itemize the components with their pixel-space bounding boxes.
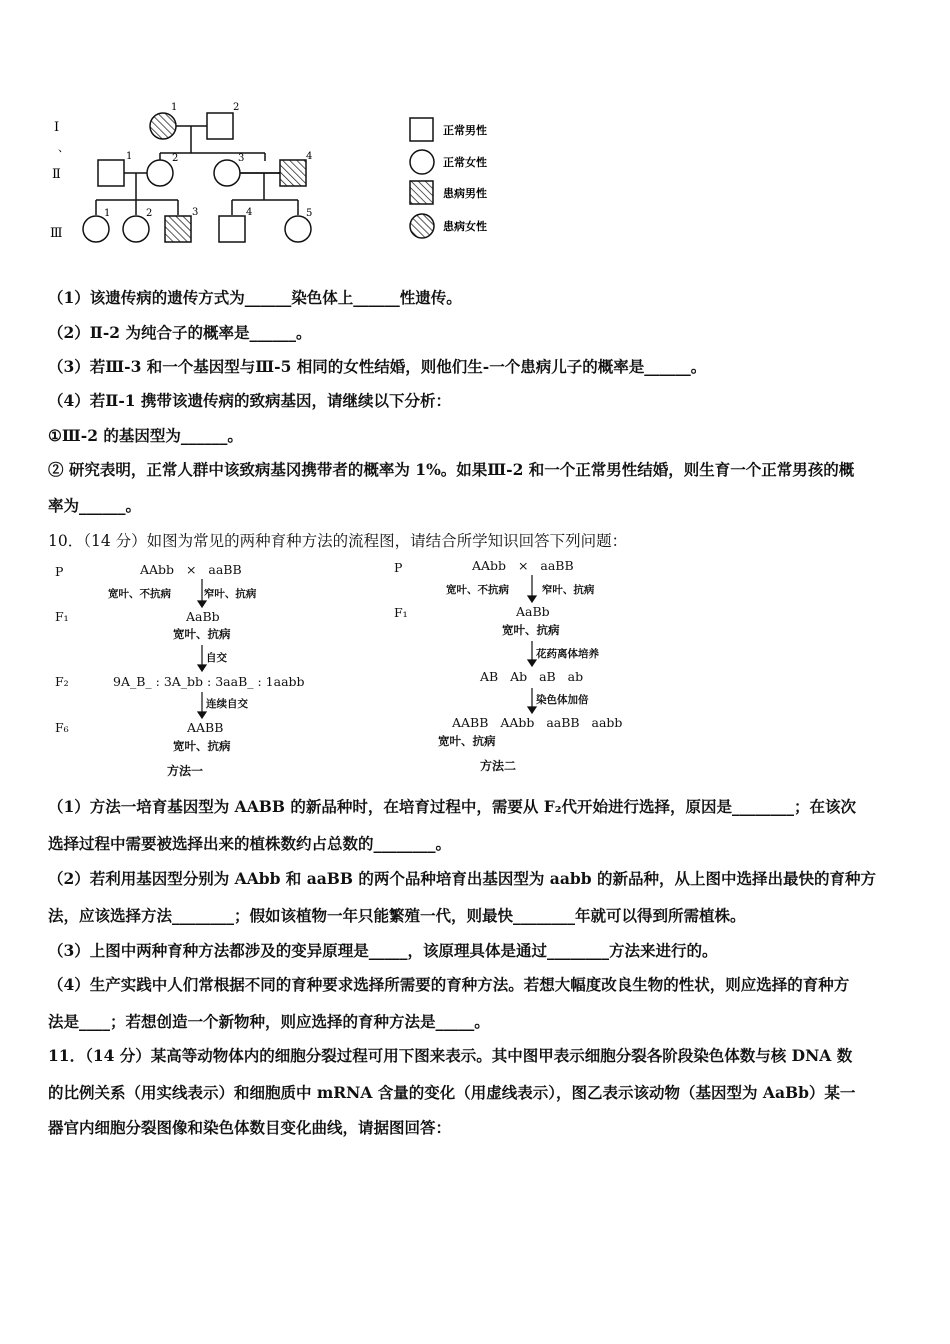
- num-II-1: 1: [126, 151, 133, 162]
- q9-item-4-2-line2: 率为______。: [48, 496, 142, 515]
- gen-stray-mark: 、: [58, 141, 69, 154]
- pedigree-II-3-normal-female: [214, 160, 240, 186]
- pedigree-II-2-normal-female: [147, 160, 173, 186]
- num-I-2: 2: [233, 102, 240, 113]
- m2-f1-phenotype: 宽叶、抗病: [502, 623, 560, 637]
- m1-gen-F1: F₁: [55, 609, 69, 624]
- legend-normal-male: 正常男性: [443, 124, 487, 137]
- num-II-4: 4: [306, 151, 313, 162]
- m2-parent-cross: AAbb × aaBB: [472, 558, 574, 573]
- num-III-2: 2: [146, 208, 153, 219]
- m1-step-selfing: 自交: [206, 652, 227, 664]
- m2-arrows: [390, 553, 650, 783]
- gen-label-II: Ⅱ: [52, 167, 61, 182]
- m2-gametes: AB Ab aB ab: [480, 669, 584, 684]
- q9-item-4: （4）若Ⅱ-1 携带该遗传病的致病基因，请继续以下分析：: [48, 391, 451, 410]
- pedigree-legend: [405, 112, 515, 242]
- q9-item-3: （3）若Ⅲ-3 和一个基因型与Ⅲ-5 相同的女性结婚，则他们生-一个患病儿子的概率是______。: [48, 357, 707, 376]
- pedigree-III-3-affected-male: [165, 216, 191, 242]
- m2-step-anther-culture: 花药离体培养: [536, 648, 599, 660]
- m1-f1-genotype: AaBb: [186, 609, 220, 624]
- num-II-3: 3: [238, 153, 245, 164]
- m2-result-genotypes: AABB AAbb aaBB aabb: [452, 715, 623, 730]
- legend-affected-female: 患病女性: [443, 220, 487, 233]
- m1-arrows: [50, 555, 370, 785]
- q9-item-2: （2）Ⅱ-2 为纯合子的概率是______。: [48, 323, 312, 342]
- m2-step-chromosome-doubling: 染色体加倍: [536, 694, 589, 706]
- num-III-4: 4: [246, 207, 253, 218]
- m2-result-phenotype: 宽叶、抗病: [438, 734, 496, 748]
- legend-normal-female: 正常女性: [443, 156, 487, 169]
- legend-affected-male-symbol: [410, 181, 433, 204]
- q10-item-2-line2: 法，应该选择方法________；假如该植物一年只能繁殖一代，则最快________年就可以得到所需植株。: [48, 906, 746, 925]
- num-II-2: 2: [172, 153, 179, 164]
- legend-affected-female-symbol: [410, 214, 434, 238]
- m1-gen-P: P: [55, 564, 64, 579]
- q9-item-4-1: ①Ⅲ-2 的基因型为______。: [48, 426, 243, 445]
- q10-item-4-line1: （4）生产实践中人们常根据不同的育种要求选择所需要的育种方法。若想大幅度改良生物的性状，则应选择的育种方: [48, 975, 850, 994]
- pedigree-III-1-normal-female: [83, 216, 109, 242]
- legend-affected-male: 患病男性: [443, 187, 487, 200]
- breeding-method-2: [390, 553, 650, 783]
- m1-f6-phenotype: 宽叶、抗病: [173, 739, 231, 753]
- q10-header: 10．（14 分）如图为常见的两种育种方法的流程图，请结合所学知识回答下列问题：: [48, 532, 628, 550]
- q10-item-1-line1: （1）方法一培育基因型为 AABB 的新品种时，在培育过程中，需要从 F₂代开始进行选择，原因是________；在该次: [48, 797, 857, 816]
- gen-label-I: Ⅰ: [54, 120, 60, 135]
- num-I-1: 1: [171, 102, 178, 113]
- pedigree-III-5-normal-female: [285, 216, 311, 242]
- m2-gen-P: P: [394, 560, 403, 575]
- gen-label-III: Ⅲ: [50, 226, 63, 241]
- m1-f6-genotype: AABB: [187, 720, 224, 735]
- legend-normal-male-symbol: [410, 118, 433, 141]
- m1-f1-phenotype: 宽叶、抗病: [173, 627, 231, 641]
- q9-item-1: （1）该遗传病的遗传方式为______染色体上______性遗传。: [48, 288, 462, 307]
- m1-gen-F6: F₆: [55, 720, 69, 735]
- num-III-5: 5: [306, 208, 313, 219]
- m1-f2-ratio: 9A_B_ : 3A_bb : 3aaB_ : 1aabb: [113, 674, 305, 689]
- m2-parent-phenotypes: 宽叶、不抗病 窄叶、抗病: [446, 584, 595, 596]
- m1-parent-phenotypes: 宽叶、不抗病 窄叶、抗病: [108, 588, 257, 600]
- pedigree-III-2-normal-female: [123, 216, 149, 242]
- breeding-method-1: [50, 555, 370, 785]
- m1-parent-cross: AAbb × aaBB: [140, 562, 242, 577]
- q10-item-2-line1: （2）若利用基因型分别为 AAbb 和 aaBB 的两个品种培育出基因型为 aabb 的新品种，从上图中选择出最快的育种方: [48, 869, 876, 888]
- pedigree-I-1-affected-female: [150, 113, 176, 139]
- m2-gen-F1: F₁: [394, 605, 408, 620]
- q10-item-3: （3）上图中两种育种方法都涉及的变异原理是_____，该原理具体是通过________方法来进行的。: [48, 941, 718, 960]
- q11-text-line1: 11．（14 分）某高等动物体内的细胞分裂过程可用下图来表示。其中图甲表示细胞分裂各阶段染色体数与核 DNA 数: [48, 1046, 853, 1065]
- q10-item-4-line2: 法是____；若想创造一个新物种，则应选择的育种方法是_____。: [48, 1012, 490, 1031]
- pedigree-I-2-normal-male: [207, 113, 233, 139]
- q11-text-line2: 的比例关系（用实线表示）和细胞质中 mRNA 含量的变化（用虚线表示），图乙表示该动物（基因型为 AaBb）某一: [48, 1083, 856, 1102]
- q11-text-line3: 器官内细胞分裂图像和染色体数目变化曲线，请据图回答：: [48, 1118, 452, 1137]
- pedigree-III-4-normal-male: [219, 216, 245, 242]
- pedigree-II-1-normal-male: [98, 160, 124, 186]
- legend-normal-female-symbol: [410, 150, 434, 174]
- m2-method-name: 方法二: [480, 759, 517, 773]
- m2-f1-genotype: AaBb: [516, 604, 550, 619]
- q10-item-1-line2: 选择过程中需要被选择出来的植株数约占总数的________。: [48, 834, 452, 853]
- m1-method-name: 方法一: [167, 764, 204, 778]
- num-III-3: 3: [192, 207, 199, 218]
- q9-item-4-2-line1: ② 研究表明，正常人群中该致病基冈携带者的概率为 1%。如果Ⅲ-2 和一个正常男性结婚，则生育一个正常男孩的概: [48, 460, 855, 479]
- num-III-1: 1: [104, 208, 111, 219]
- m1-gen-F2: F₂: [55, 674, 69, 689]
- pedigree-II-4-affected-male: [280, 160, 306, 186]
- m1-step-continuous-selfing: 连续自交: [206, 698, 248, 710]
